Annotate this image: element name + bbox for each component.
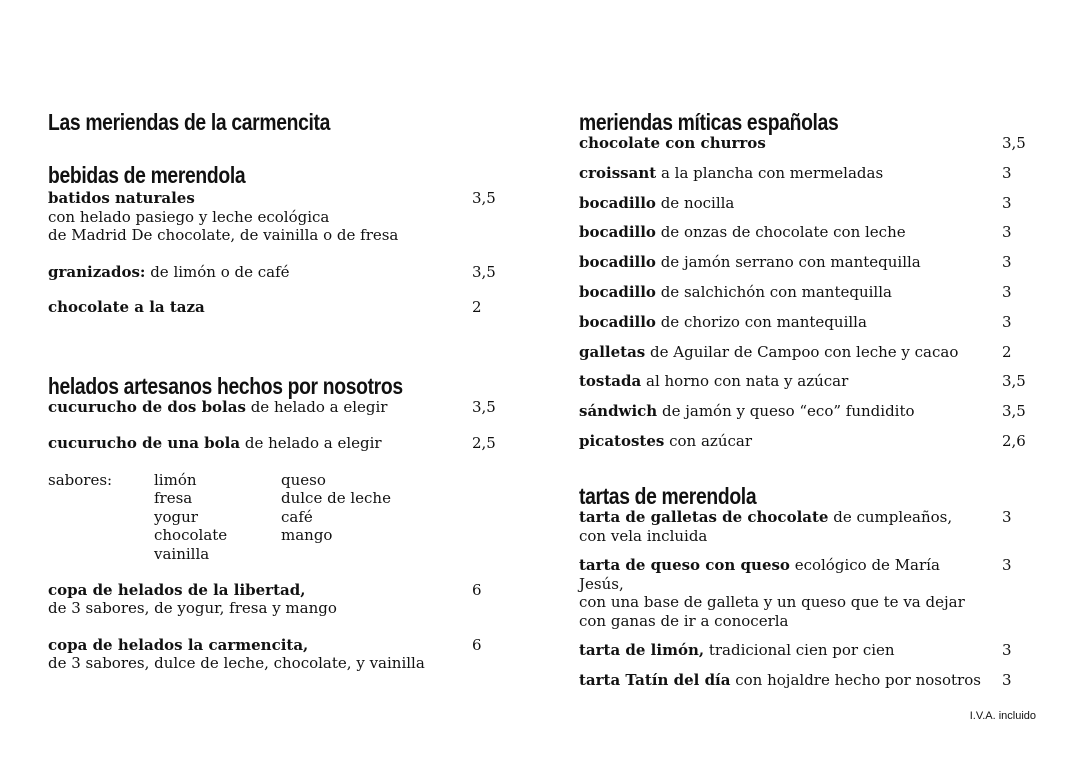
menu-item-granizados — [48, 263, 508, 282]
miticas-heading: meriendas míticas españolas — [579, 109, 839, 135]
item-desc: al horno con nata y azúcar — [641, 372, 849, 391]
item-price: 2 — [1002, 342, 1012, 361]
item-desc: de nocilla — [655, 193, 735, 212]
item-price: 3,5 — [1002, 372, 1026, 391]
sabor: vainilla — [154, 544, 210, 563]
item-desc: con helado pasiego y leche ecológica — [48, 207, 330, 226]
item-desc: de cumpleaños, — [828, 508, 953, 527]
sabor: queso — [281, 470, 326, 489]
item-price: 3,5 — [472, 397, 496, 416]
right-column — [579, 108, 1039, 689]
item-desc: con una base de galleta y un queso que te va dejar — [579, 593, 965, 612]
bebidas-heading: bebidas de merendola — [48, 162, 246, 188]
item-desc: de Madrid De chocolate, de vainilla o de fresa — [48, 226, 399, 244]
item-name: tarta de queso con queso — [579, 556, 790, 575]
menu-item-copa-carmencita — [48, 636, 508, 673]
menu-item — [579, 372, 1039, 391]
miticas-list — [579, 134, 1039, 450]
item-desc: de limón o de café — [145, 262, 290, 281]
menu-item-tarta-limon — [579, 641, 1039, 660]
item-name: tarta de limón, — [579, 641, 705, 660]
tartas-heading: tartas de merendola — [579, 483, 757, 510]
item-name: copa de helados la carmencita, — [48, 635, 309, 654]
menu-item — [579, 343, 1039, 362]
item-desc: de helado a elegir — [245, 397, 388, 416]
left-column — [48, 108, 508, 673]
menu-item — [579, 194, 1039, 213]
item-name: bocadillo — [579, 223, 656, 242]
menu-item-tarta-tatin — [579, 671, 1039, 690]
sabores-column-1 — [154, 471, 227, 564]
menu-item — [579, 164, 1039, 183]
item-name: copa de helados de la libertad, — [48, 580, 306, 599]
item-name: chocolate con churros — [579, 134, 766, 152]
sabores-column-2 — [281, 471, 391, 545]
sabor: yogur — [154, 507, 198, 526]
item-name: croissant — [579, 163, 657, 182]
item-price: 3,5 — [472, 189, 496, 207]
menu-item-copa-libertad — [48, 581, 508, 618]
menu-item — [579, 223, 1039, 242]
item-name: batidos naturales — [48, 189, 195, 207]
item-desc: con hojaldre hecho por nosotros — [730, 670, 981, 689]
item-price: 3,5 — [1002, 134, 1026, 152]
item-name: cucurucho de dos bolas — [48, 397, 246, 416]
item-price: 3,5 — [1002, 402, 1026, 421]
item-desc: ecológico de María Jesús, — [579, 556, 940, 593]
sabor: café — [281, 507, 313, 526]
item-name: chocolate a la taza — [48, 298, 205, 316]
menu-item-cucurucho-dos — [48, 398, 508, 417]
item-name: tarta de galletas de chocolate — [579, 508, 829, 527]
item-price: 6 — [472, 635, 482, 654]
item-desc: de salchichón con mantequilla — [655, 282, 892, 301]
item-desc: de helado a elegir — [240, 434, 382, 452]
item-desc: de jamón serrano con mantequilla — [655, 253, 921, 272]
item-price: 3 — [1002, 163, 1012, 182]
item-price: 3 — [1002, 282, 1012, 301]
item-desc: de 3 sabores, de yogur, fresa y mango — [48, 599, 337, 617]
item-name: tarta Tatín del día — [579, 670, 731, 689]
item-desc: con vela incluida — [579, 526, 708, 545]
item-name: cucurucho de una bola — [48, 434, 241, 452]
menu-item — [579, 253, 1039, 272]
item-price: 3 — [1002, 253, 1012, 272]
menu-item-batidos — [48, 189, 508, 245]
item-price: 3 — [1002, 508, 1012, 527]
item-desc: de onzas de chocolate con leche — [655, 223, 906, 242]
sabor: mango — [281, 526, 333, 544]
item-price: 3 — [1002, 670, 1012, 689]
item-desc: de jamón y queso “eco” fundidito — [657, 402, 915, 421]
menu-item — [579, 283, 1039, 302]
menu-item-cucurucho-una — [48, 434, 508, 453]
sabores-list — [48, 471, 508, 567]
item-price: 2,5 — [472, 434, 496, 452]
item-price: 3 — [1002, 641, 1012, 660]
item-price: 3 — [1002, 556, 1012, 575]
menu-item — [579, 432, 1039, 451]
item-price: 3 — [1002, 312, 1012, 331]
iva-note: I.V.A. incluido — [969, 710, 1036, 722]
item-name: bocadillo — [579, 282, 656, 301]
item-name: galletas — [579, 342, 646, 361]
menu-item — [579, 134, 1039, 153]
item-name: bocadillo — [579, 193, 656, 212]
sabor: dulce de leche — [281, 489, 391, 507]
sabores-label: sabores: — [48, 470, 113, 489]
item-name: picatostes — [579, 431, 665, 450]
item-desc: de chorizo con mantequilla — [655, 312, 867, 331]
sabor: fresa — [154, 489, 193, 507]
menu-item — [579, 402, 1039, 421]
item-price: 2,6 — [1002, 431, 1026, 450]
sabor: chocolate — [154, 526, 228, 544]
item-desc: tradicional cien por cien — [704, 641, 895, 660]
item-desc: de Aguilar de Campoo con leche y cacao — [645, 342, 959, 361]
sabor: limón — [154, 470, 197, 489]
item-name: sándwich — [579, 402, 658, 421]
item-name: bocadillo — [579, 253, 656, 272]
item-price: 2 — [472, 298, 482, 316]
item-price: 3 — [1002, 223, 1012, 242]
item-name: granizados: — [48, 262, 146, 281]
item-name: tostada — [579, 372, 642, 391]
helados-heading: helados artesanos hechos por nosotros — [48, 372, 403, 399]
item-desc: con ganas de ir a conocerla — [579, 611, 789, 630]
menu-item — [579, 313, 1039, 332]
item-desc: con azúcar — [664, 431, 752, 450]
item-desc: de 3 sabores, dulce de leche, chocolate, y vainilla — [48, 654, 425, 672]
item-price: 6 — [472, 580, 482, 599]
menu-item-chocolate-taza — [48, 298, 508, 317]
item-price: 3,5 — [472, 262, 496, 281]
menu-title: Las meriendas de la carmencita — [48, 109, 331, 135]
item-price: 3 — [1002, 193, 1012, 212]
menu-item-tarta-queso — [579, 556, 1039, 630]
item-name: bocadillo — [579, 312, 656, 331]
item-desc: a la plancha con mermeladas — [656, 163, 884, 182]
menu-item-tarta-galletas — [579, 508, 1039, 545]
